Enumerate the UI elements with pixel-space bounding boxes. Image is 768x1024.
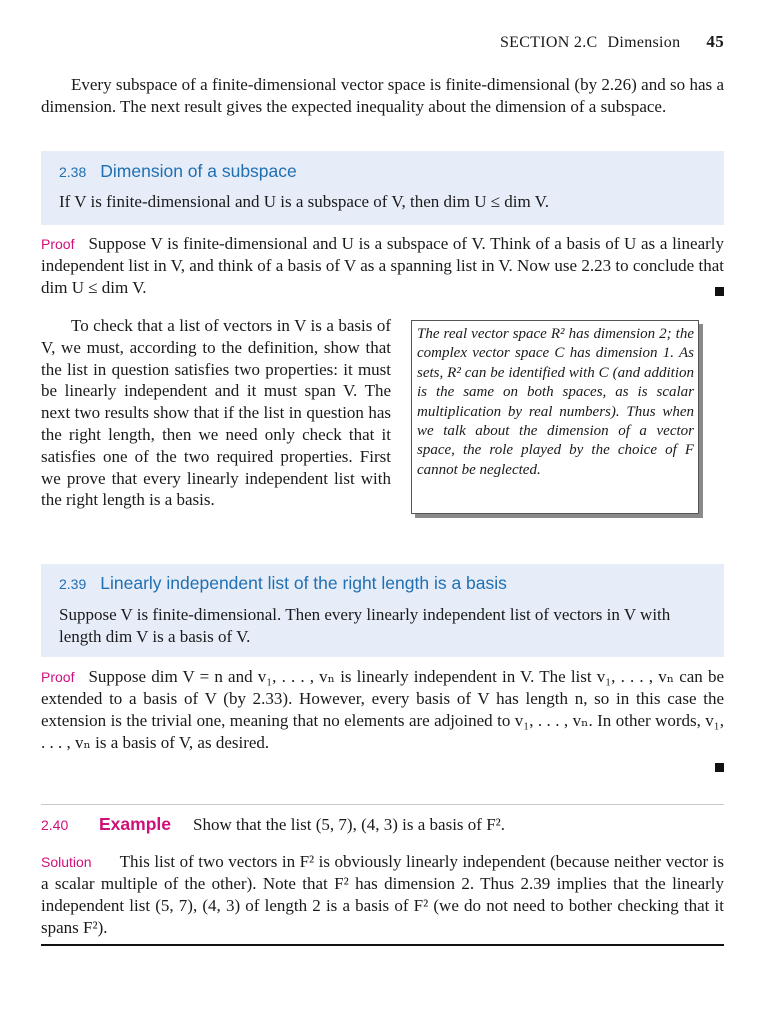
qed-square xyxy=(715,287,724,296)
result-heading-2-38 xyxy=(59,161,297,182)
result-title: Linearly independent list of the right length is a basis xyxy=(100,573,507,593)
running-header xyxy=(0,32,724,52)
example-label: Example xyxy=(99,814,171,834)
proof-text: Suppose dim V = n and v₁, . . . , vₙ is linearly independent in V. The list v₁, . . . , vₙ can be extended to a basis of V (by 2.33). However, every basis of V has length n, so in this case the extension is the trivial one, meaning that no elements are adjoined to v₁, . . . , vₙ. In other words, v₁, . . . , vₙ is a basis of V, as desired. xyxy=(41,667,724,752)
section-label: SECTION 2.C xyxy=(499,34,598,51)
intro-paragraph: Every subspace of a finite-dimensional vector space is finite-dimensional (by 2.26) and so has a dimension. The next result gives the expected inequality about the dimension of a subspace. xyxy=(41,75,724,116)
proof-text: Suppose V is finite-dimensional and U is a subspace of V. Think of a basis of U as a linearly independent list in V, and think of a basis of V as a spanning list in V. Now use 2.23 to conclude that dim U ≤ dim V. xyxy=(41,234,724,297)
result-statement-2-39: Suppose V is finite-dimensional. Then every linearly independent list of vectors in V with length dim V is a basis of V. xyxy=(59,605,671,646)
result-box-2-39 xyxy=(41,564,724,657)
result-number: 2.39 xyxy=(59,576,87,592)
example-2-40 xyxy=(41,813,724,836)
separator-rule xyxy=(41,804,724,805)
proof-label: Proof xyxy=(41,669,75,685)
qed-square xyxy=(715,763,724,772)
proof-2-39 xyxy=(41,666,724,754)
example-number: 2.40 xyxy=(41,817,69,833)
result-statement-2-38: If V is finite-dimensional and U is a subspace of V, then dim U ≤ dim V. xyxy=(59,192,550,211)
page-number: 45 xyxy=(706,32,724,51)
result-title: Dimension of a subspace xyxy=(100,161,297,181)
margin-note: The real vector space R² has dimension 2; the complex vector space C has dimension 1. As sets, R² can be identified with C (and addition is the same on both spaces, as is scalar multiplication by real numbers). Thus when we talk about the dimension of a vector space, the role played by the choice of F cannot be neglected. xyxy=(411,320,699,514)
result-box-2-38 xyxy=(41,151,724,225)
result-heading-2-39 xyxy=(59,573,507,594)
section-title: Dimension xyxy=(607,34,681,51)
example-statement: Show that the list (5, 7), (4, 3) is a basis of F². xyxy=(192,815,506,834)
example-end-rule xyxy=(41,944,724,946)
result-number: 2.38 xyxy=(59,164,87,180)
discussion-paragraph: To check that a list of vectors in V is a basis of V, we must, according to the definition, show that the list in question satisfies two properties: it must be linearly independent and it must span V. The next two results show that if the list in question has the right length, then we need only check that it satisfies one of the two required properties. First we prove that every linearly independent list with the right length is a basis. xyxy=(41,316,391,510)
solution-text: This list of two vectors in F² is obviously linearly independent (because neither vector is a scalar multiple of the other). Note that F² has dimension 2. Thus 2.39 implies that the linearly independent list (5, 7), (4, 3) of length 2 is a basis of F² (we do not need to bother checking that it spans F²). xyxy=(41,852,724,937)
solution-label: Solution xyxy=(41,854,92,870)
proof-2-38 xyxy=(41,233,724,299)
proof-label: Proof xyxy=(41,236,75,252)
solution-2-40 xyxy=(41,851,724,939)
